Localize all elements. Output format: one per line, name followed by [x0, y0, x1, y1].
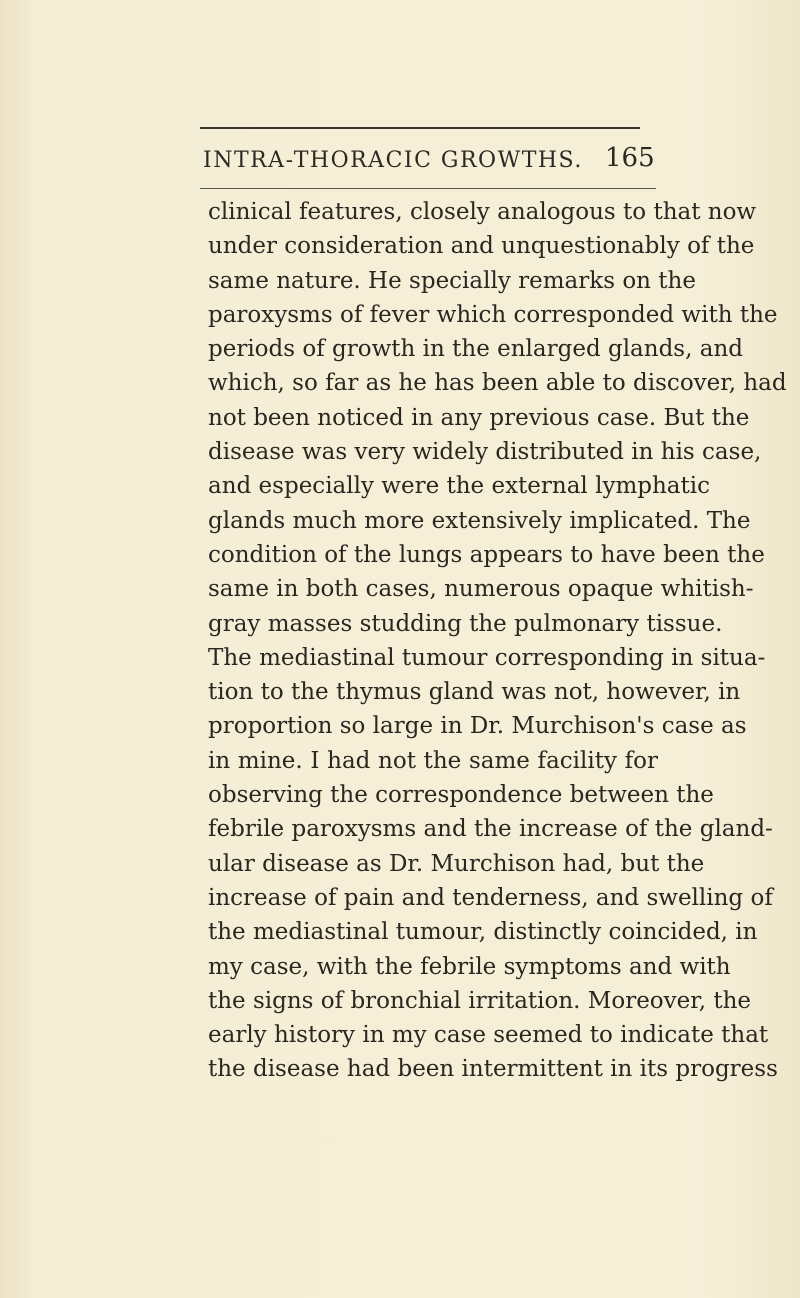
- text-line: proportion so large in Dr. Murchison's case as: [208, 713, 747, 740]
- text-line: under consideration and unquestionably of the: [208, 233, 755, 260]
- header-rule: [200, 188, 656, 189]
- text-line: the disease had been intermittent in its progress: [208, 1056, 778, 1083]
- text-line: tion to the thymus gland was not, however, in: [208, 679, 741, 706]
- text-line: disease was very widely distributed in his case,: [208, 439, 762, 466]
- text-line: gray masses studding the pulmonary tissue.: [208, 610, 723, 637]
- text-line: condition of the lungs appears to have been the: [208, 541, 765, 568]
- text-line: clinical features, closely analogous to that now: [208, 199, 757, 225]
- text-line: in mine. I had not the same facility for: [208, 747, 658, 774]
- text-line: early history in my case seemed to indicate that: [208, 1022, 769, 1049]
- text-line: and especially were the external lymphatic: [208, 473, 710, 500]
- text-line: ular disease as Dr. Murchison had, but the: [208, 850, 705, 877]
- top-rule: [200, 127, 640, 129]
- text-line: same nature. He specially remarks on the: [208, 267, 696, 294]
- text-line: observing the correspondence between the: [208, 782, 714, 809]
- page-number: 165: [605, 143, 655, 173]
- text-line: not been noticed in any previous case. But the: [208, 404, 750, 431]
- text-line: the mediastinal tumour, distinctly coincided, in: [208, 919, 758, 946]
- text-line: increase of pain and tenderness, and swelling of: [208, 884, 773, 911]
- text-line: glands much more extensively implicated. The: [208, 507, 751, 534]
- running-title: INTRA-THORACIC GROWTHS.: [203, 148, 583, 173]
- text-line: the signs of bronchial irritation. Moreover, the: [208, 987, 752, 1014]
- text-line: The mediastinal tumour corresponding in situa-: [208, 644, 766, 671]
- text-line: periods of growth in the enlarged glands, and: [208, 336, 743, 363]
- text-line: same in both cases, numerous opaque whitish-: [208, 576, 754, 603]
- text-line: febrile paroxysms and the increase of the gland-: [208, 816, 773, 843]
- text-line: which, so far as he has been able to discover, had: [208, 370, 787, 397]
- text-line: my case, with the febrile symptoms and with: [208, 953, 731, 980]
- text-line: paroxysms of fever which corresponded with the: [208, 301, 778, 328]
- body-text: [208, 195, 787, 1087]
